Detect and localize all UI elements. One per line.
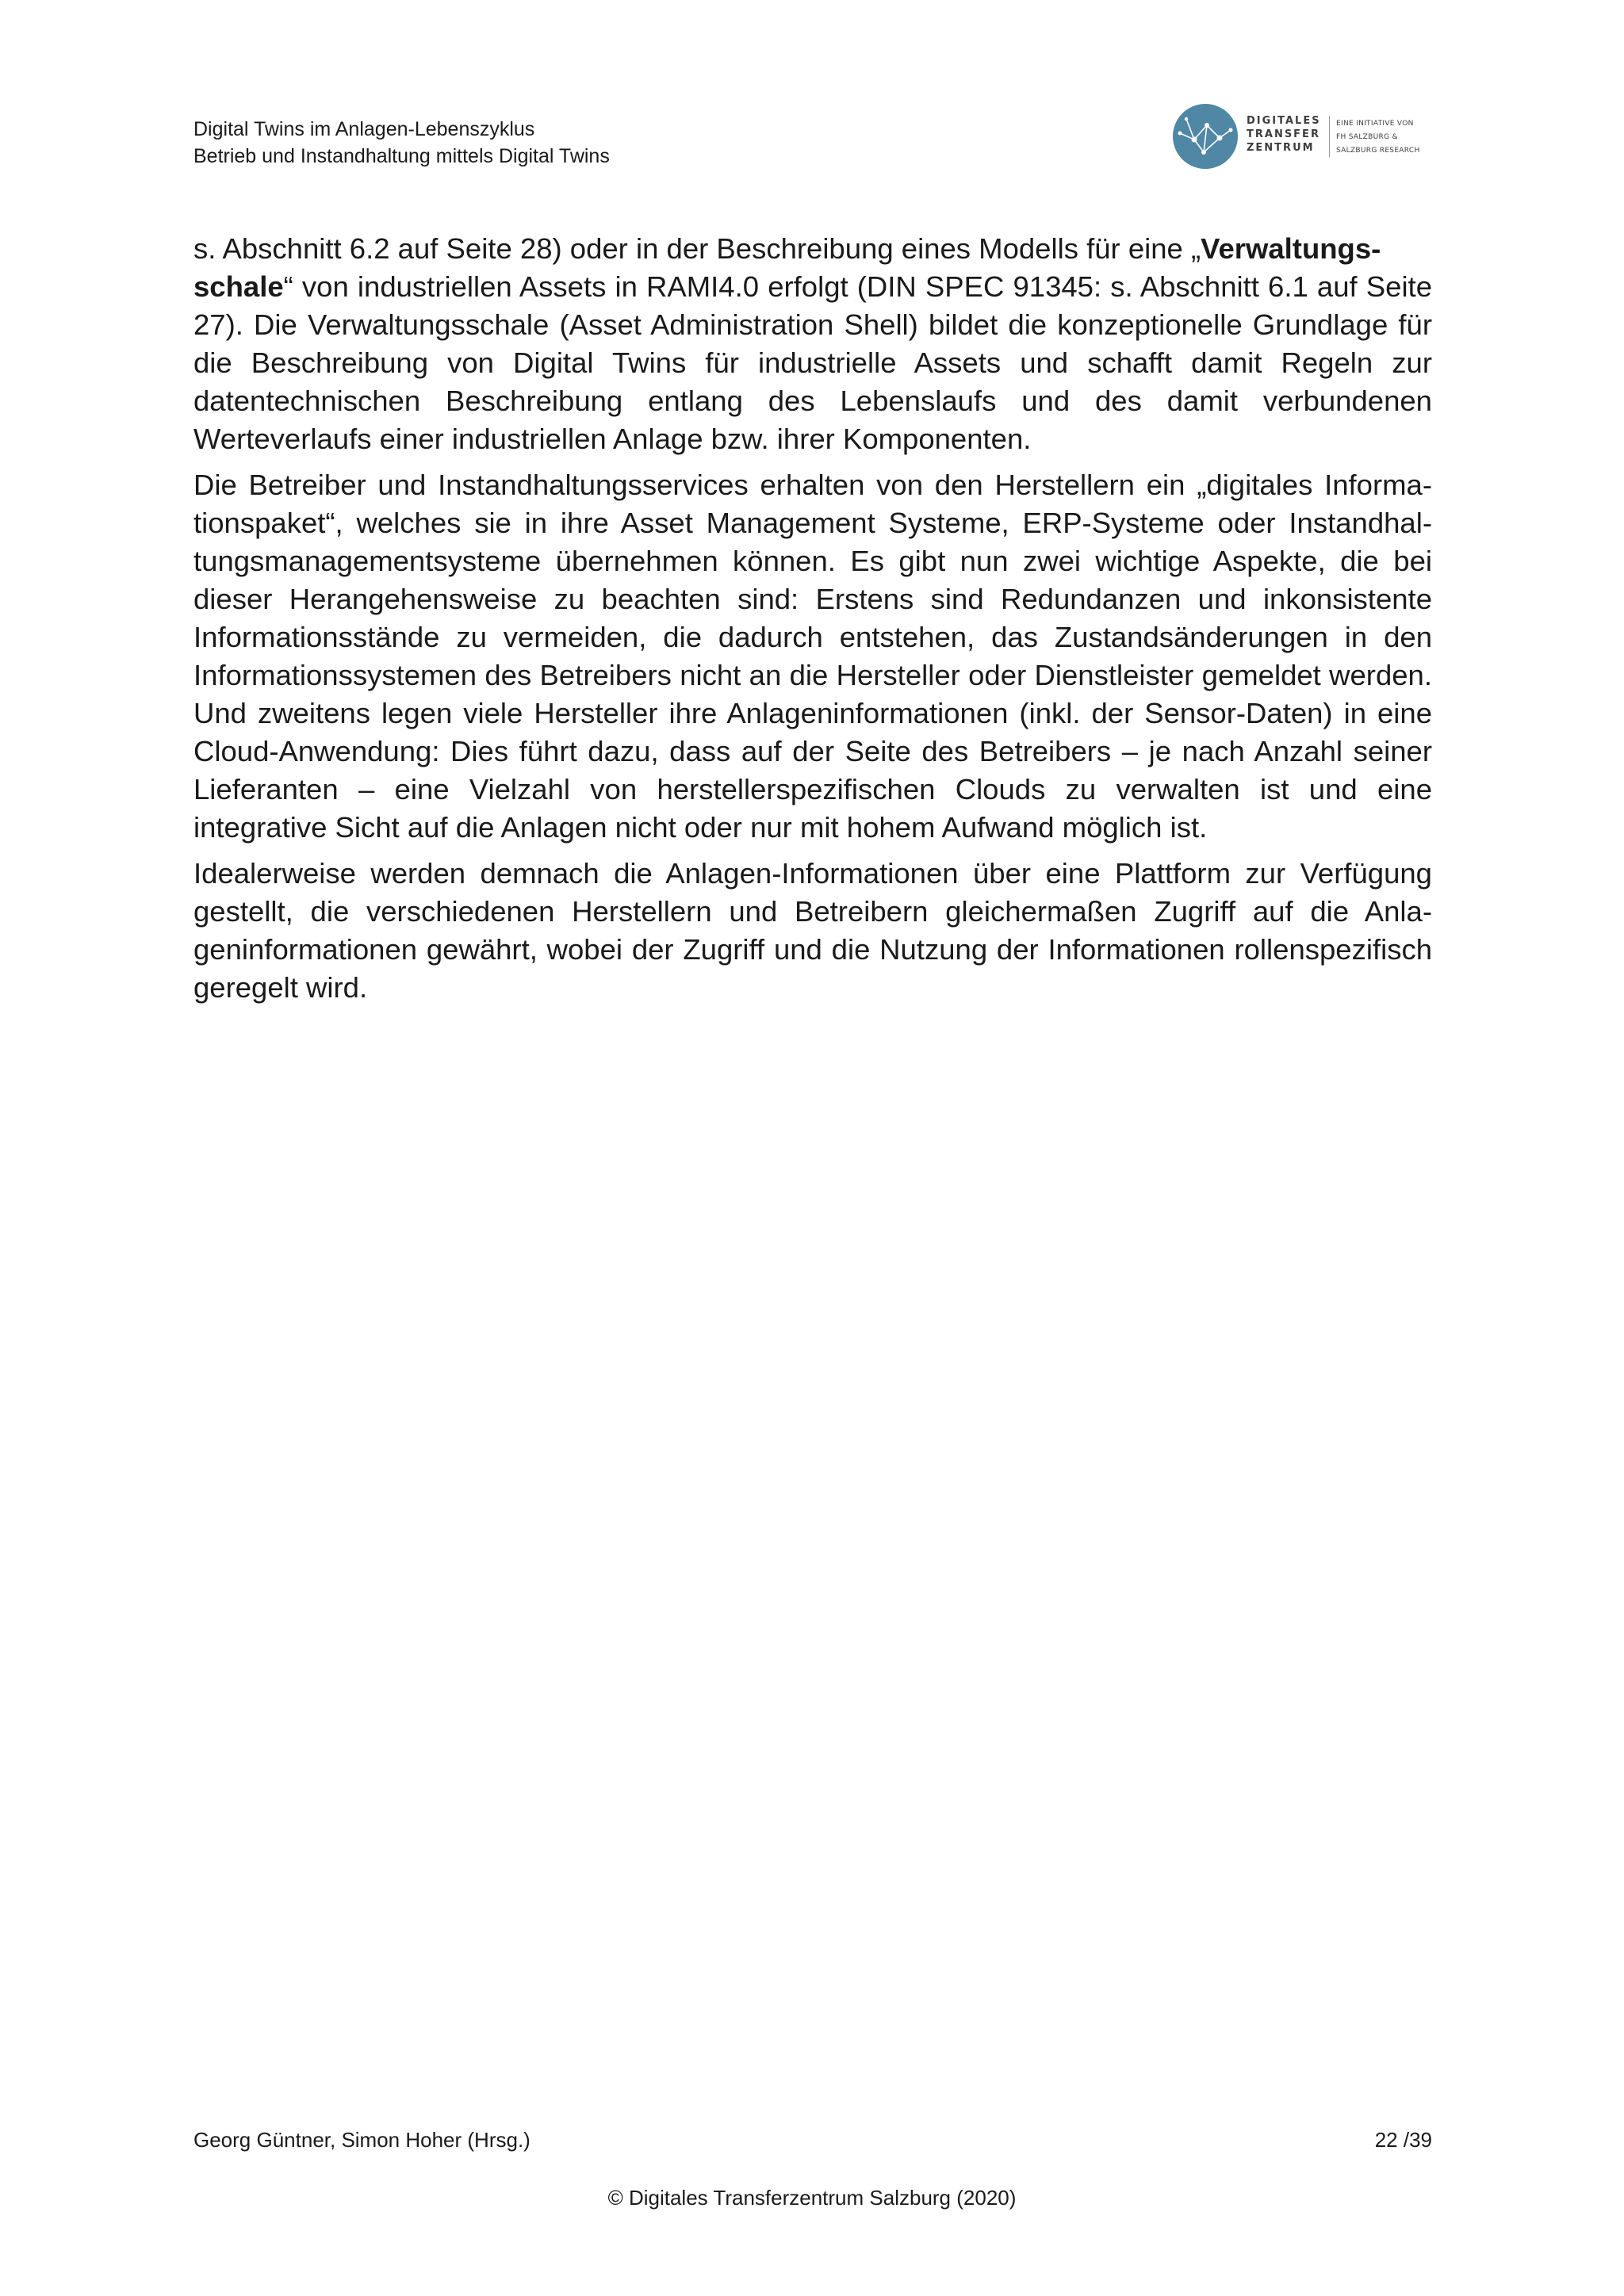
page-number: 22 /39	[1374, 2128, 1432, 2152]
paragraph-1	[193, 230, 1432, 458]
logo-subtext	[1336, 117, 1420, 158]
logo-word-1: DIGITALES	[1247, 115, 1321, 127]
footer-authors: Georg Güntner, Simon Hoher (Hrsg.)	[193, 2128, 530, 2152]
paragraph-1-rest: “ von industriellen Assets in RAMI4.0 erfolgt (DIN SPEC 91345: s. Abschnitt 6.1 auf Seite 27). Die Verwaltungsschale (Asset Administration Shell) bildet die konzeptionelle Grundlage für die Beschreibung von Digital Twins für industrielle Assets und schafft damit Regeln zur datentechnischen Beschreibung entlang des Lebenslaufs und des damit verbundenen Werteverlaufs einer industriellen Anlage bzw. ihrer Komponenten.	[193, 270, 1432, 455]
main-content	[193, 230, 1432, 1015]
logo-word-2: TRANSFER	[1247, 128, 1320, 140]
logo-sub-1: EINE INITIATIVE VON	[1336, 120, 1414, 128]
logo-sub-3: SALZBURG RESEARCH	[1336, 147, 1420, 155]
copyright-notice: © Digitales Transferzentrum Salzburg (2020)	[607, 2186, 1017, 2210]
header-subtitle: Betrieb und Instandhaltung mittels Digital Twins	[193, 145, 610, 167]
network-logo-icon	[1172, 103, 1239, 170]
term-verwaltungsschale-part2: schale	[193, 270, 284, 303]
logo-sub-2: FH SALZBURG &	[1336, 133, 1398, 141]
logo-divider	[1329, 116, 1330, 157]
term-verwaltungsschale-part1: Verwaltungs-	[1201, 232, 1381, 265]
paragraph-2: Die Betreiber und Instandhaltungsservices erhalten von den Herstellern ein „digitales Informationspaket“, welches sie in ihre Asset Management Systeme, ERP-Systeme oder Instandhaltungsmanagementsysteme übernehmen können. Es gibt nun zwei wichtige Aspekte, die bei dieser Herangehensweise zu beachten sind: Erstens sind Redundanzen und inkonsistente Informationsstände zu vermeiden, die dadurch entstehen, das Zustandsänderungen in den Informationssystemen des Betreibers nicht an die Hersteller oder Dienstleister gemeldet werden. Und zweitens legen viele Hersteller ihre Anlageninformationen (inkl. der Sensor-Daten) in eine Cloud-Anwendung: Dies führt dazu, dass auf der Seite des Betreibers – je nach Anzahl seiner Lieferanten – eine Vielzahl von herstellerspezifischen Clouds zu verwalten ist und eine integrative Sicht auf die Anlagen nicht oder nur mit hohem Aufwand möglich ist.	[193, 469, 1432, 844]
logo-wordmark	[1247, 114, 1321, 155]
running-header	[193, 116, 610, 170]
paragraph-1-start: s. Abschnitt 6.2 auf Seite 28) oder in der Beschreibung eines Modells für eine „	[193, 232, 1201, 265]
header-title: Digital Twins im Anlagen-Lebenszyklus	[193, 118, 535, 140]
paragraph-3: Idealerweise werden demnach die Anlagen-Informationen über eine Plattform zur Verfügung gestellt, die verschiedenen Herstellern und Betreibern gleichermaßen Zugriff auf die Anlageninformationen gewährt, wobei der Zugriff und die Nutzung der Informationen rollenspezifisch geregelt wird.	[193, 857, 1432, 1004]
dtz-logo	[1172, 103, 1434, 171]
logo-word-3: ZENTRUM	[1247, 142, 1315, 154]
